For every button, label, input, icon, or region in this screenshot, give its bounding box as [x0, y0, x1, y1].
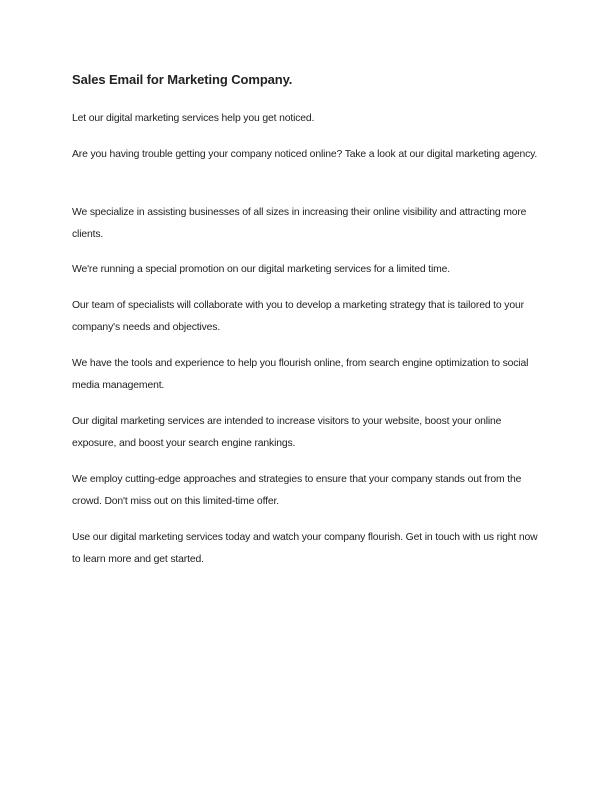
paragraph-promotion: We're running a special promotion on our digital marketing services for a limited time.	[72, 264, 450, 275]
paragraph-team: Our team of specialists will collaborate with you to develop a marketing strategy that is tailored to your company's needs and objectives.	[72, 300, 524, 333]
paragraph-services: Our digital marketing services are intended to increase visitors to your website, boost your online exposure, and boost your search engine rankings.	[72, 416, 502, 449]
paragraph-intro: Let our digital marketing services help you get noticed.	[72, 113, 315, 124]
paragraph-tools: We have the tools and experience to help you flourish online, from search engine optimization to social media management.	[72, 358, 529, 391]
document-title: Sales Email for Marketing Company.	[72, 72, 293, 87]
paragraph-trouble: Are you having trouble getting your company noticed online? Take a look at our digital marketing agency.	[72, 149, 538, 160]
paragraph-specialize: We specialize in assisting businesses of all sizes in increasing their online visibility and attracting more clients.	[72, 207, 527, 240]
paragraph-approaches: We employ cutting-edge approaches and strategies to ensure that your company stands out from the crowd. Don't miss out on this limited-time offer.	[72, 474, 522, 507]
paragraph-call-to-action: Use our digital marketing services today and watch your company flourish. Get in touch with us right now to learn more and get started.	[72, 532, 538, 565]
